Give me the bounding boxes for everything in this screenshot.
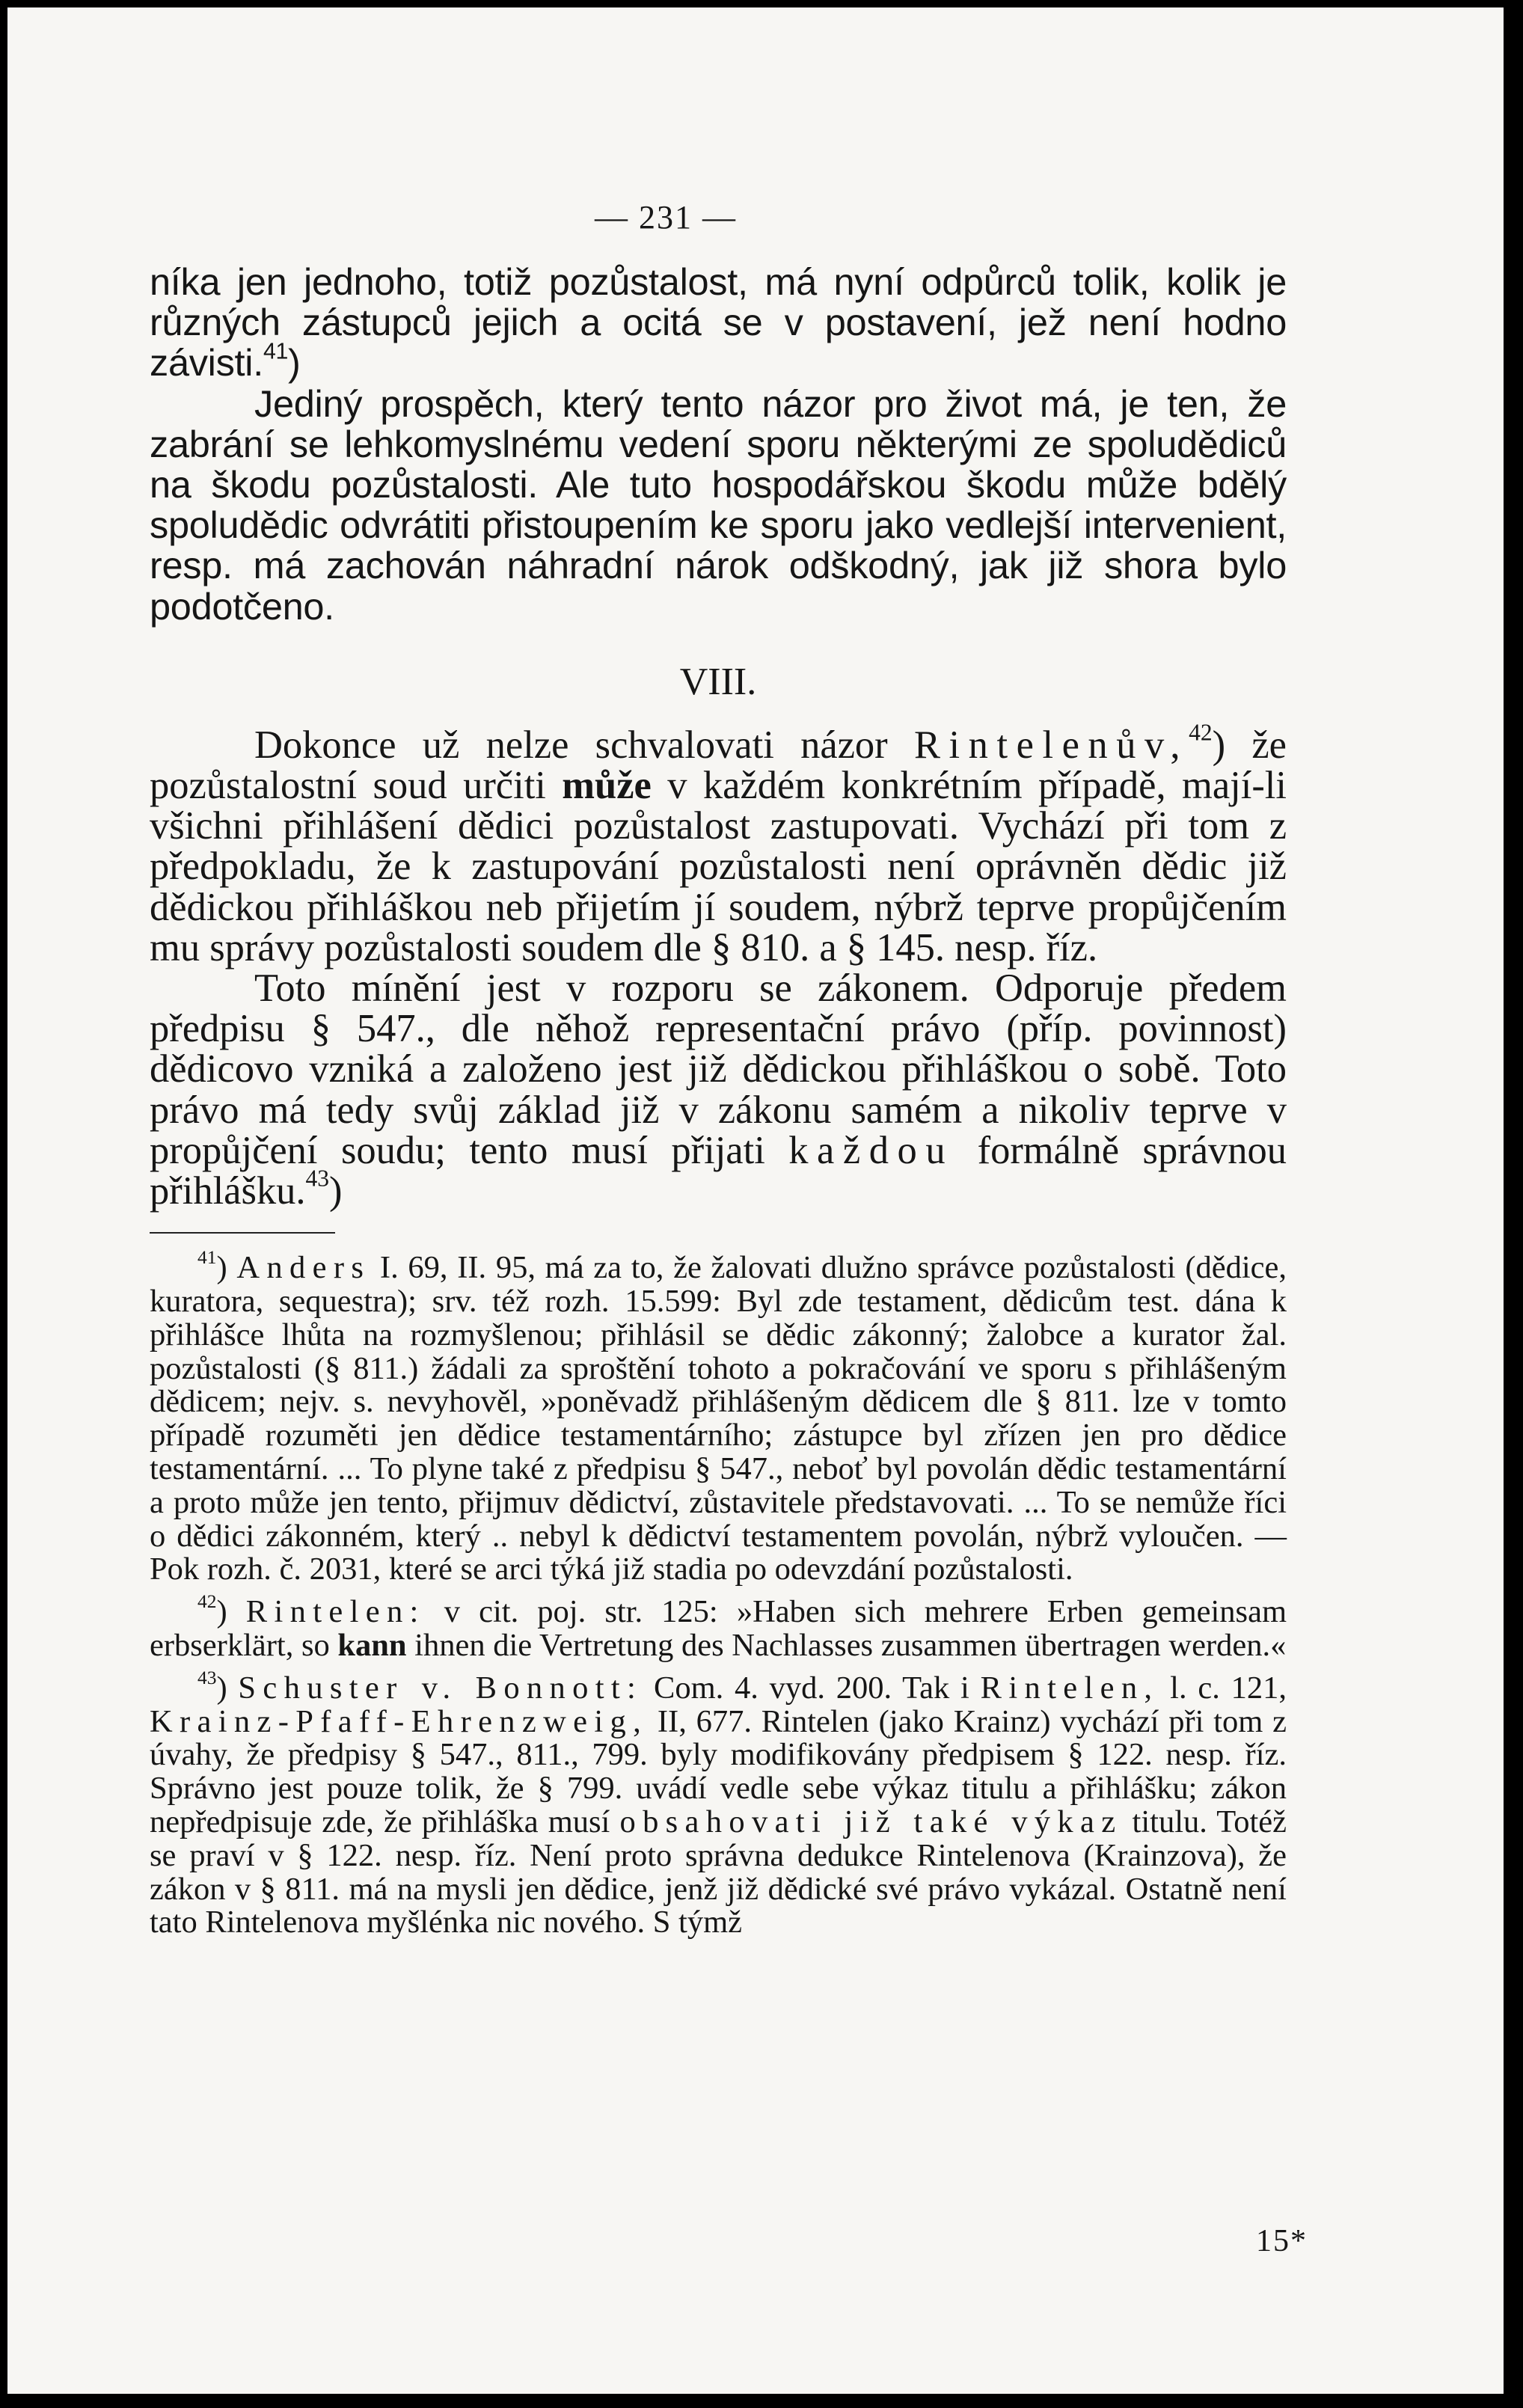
scanned-page xyxy=(7,7,1504,2394)
footnote-ref-41: 41 xyxy=(263,339,289,364)
paragraph-4: Toto mínění jest v rozporu se zákonem. Odporuje předem předpisu § 547., dle něhož representační právo (příp. povinnost) dědicovo vzniká a založeno jest již dědickou přihláškou o sobě. Toto právo má tedy svůj základ již v zákonu samém a nikoliv teprve v propůjčení soudu; tento musí přijati každou formálně správnou přihlášku.$^{43}$) xyxy=(150,966,1287,1213)
footnote-ref-42: 42 xyxy=(1189,719,1213,746)
paragraph-intro: níka jen jednoho, totiž pozůstalost, má nyní odpůrců tolik, kolik je různých zástupců jejich a ocitá se v postavení, jež není hodno závisti.$^{41}$) xyxy=(150,260,1287,385)
paragraph-2: Jediný prospěch, který tento názor pro život má, je ten, že zabrání se lehkomyslnému vedení sporu některými ze spoludědiců na škodu pozůstalosti. Ale tuto hospodářskou škodu může bdělý spoludědic odvrátiti přistoupením ke sporu jako vedlejší intervenient, resp. má zachován náhradní nárok odškodný, jak již shora bylo podotčeno. xyxy=(150,382,1287,628)
footnote-ref-43: 43 xyxy=(305,1165,330,1192)
footnote-42: $^{42}$) Rintelen: v cit. poj. str. 125: »Haben sich mehrere Erben gemeinsam erbserklärt, so kann ihnen die Vertretung des Nachlasses zusammen übertragen werden.« xyxy=(150,1590,1287,1664)
signature-mark: 15* xyxy=(1256,2224,1308,2258)
text-column xyxy=(150,198,1287,1949)
section-heading: VIII. xyxy=(679,660,757,703)
footnotes xyxy=(150,1246,1287,1940)
paragraph-3: Dokonce už nelze schvalovati názor Rintelenův,$^{42}$) že pozůstalostní soud určiti může v každém konkrétním případě, mají-li všichni přihlášení dědici pozůstalost zastupovati. Vychází při tom z předpokladu, že k zastupování pozůstalosti není oprávněn dědic již dědickou přihláškou neb přijetím jí soudem, nýbrž teprve propůjčením mu správy pozůstalosti soudem dle § 810. a § 145. nesp. říz. xyxy=(150,719,1287,969)
spaced-emphasis: každou xyxy=(788,1128,954,1172)
author-name: Rintelenův, xyxy=(913,723,1189,767)
footnote-divider xyxy=(150,1232,335,1234)
footnote-41: $^{41}$) Anders I. 69, II. 95, má za to, že žalovati dlužno správce pozůstalosti (dědice, kuratora, sequestra); srv. též rozh. 15.599: Byl zde testament, dědicům test. dána k přihlášce lhůta na rozmyšlenou; přihlásil se dědic zákonný; žalobce a kurator žal. pozůstalosti (§ 811.) žádali za sproštění tohoto a pokračování ve sporu s přihlášeným dědicem; nejv. s. nevyhověl, »poněvadž přihlášeným dědicem dle § 811. lze v tomto případě rozuměti jen dědice testamentárního; zástupce byl zřízen jen pro dědice testamentární. ... To plyne také z předpisu § 547., neboť byl povolán dědic testamentární a proto může jen tento, přijmuv dědictví, zůstavitele představovati. ... To se nemůže říci o dědici zákonném, který .. nebyl k dědictví testamentem povolán, nýbrž vyloučen. — Pok rozh. č. 2031, které se arci týká již stadia po odevzdání pozůstalosti. xyxy=(150,1246,1287,1587)
emphasis: může xyxy=(562,764,652,808)
footnote-43: $^{43}$) Schuster v. Bonnott: Com. 4. vyd. 200. Tak i Rintelen, l. c. 121, Krainz-Pfaff-Ehrenzweig, II, 677. Rintelen (jako Krainz) vychází při tom z úvahy, že předpisy § 547., 811., 799. byly modifikovány předpisem § 122. nesp. říz. Správno jest pouze tolik, že § 799. uvádí vedle sebe výkaz titulu a přihlášku; zákon nepředpisuje zde, že přihláška musí obsahovati již také výkaz titulu. Totéž se praví v § 122. nesp. říz. Není proto správna dedukce Rintelenova (Krainzova), že zákon v § 811. má na mysli jen dědice, jenž již dědické své právo vykázal. Ostatně není tato Rintelenova myšlénka nic nového. S týmž xyxy=(150,1666,1287,1940)
page-number: — 231 — xyxy=(595,199,737,236)
main-text xyxy=(150,262,1287,1211)
